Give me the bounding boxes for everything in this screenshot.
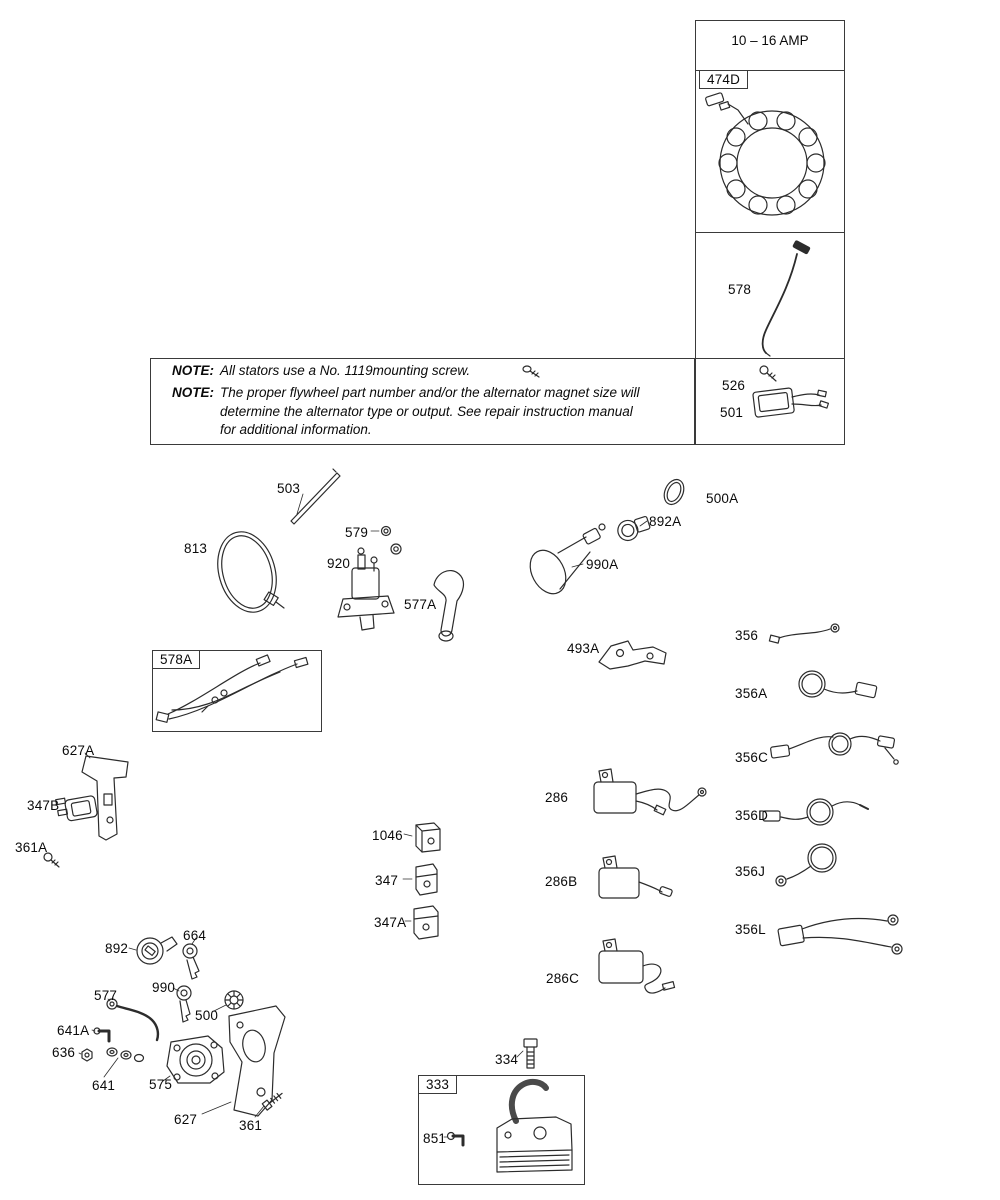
part-label-347b: 347B [27, 798, 60, 813]
part-label-334: 334 [495, 1052, 519, 1067]
part-label-500a: 500A [706, 491, 739, 506]
part-label-813: 813 [184, 541, 208, 556]
screw-361a-drawing [44, 853, 59, 867]
part-label-575: 575 [149, 1077, 173, 1092]
part-label-641: 641 [92, 1078, 116, 1093]
bracket-493a-drawing [599, 641, 666, 669]
part-label-627a: 627A [62, 743, 95, 758]
amp-rating-header: 10 – 16 AMP [731, 33, 809, 48]
part-label-500: 500 [195, 1008, 219, 1023]
part-label-920: 920 [327, 556, 351, 571]
part-label-493a: 493A [567, 641, 600, 656]
clamp-813-drawing [209, 525, 285, 619]
part-label-333-box: 333 [418, 1075, 457, 1094]
part-label-892a: 892A [649, 514, 682, 529]
note-2 [172, 384, 692, 440]
note-1-text: All stators use a No. 1119mounting screw. [220, 363, 471, 378]
screw-361-drawing [255, 1090, 285, 1117]
note-1 [172, 362, 677, 381]
wire-356c-drawing [770, 733, 898, 764]
key-664-drawing [183, 938, 199, 979]
part-label-892: 892 [105, 941, 129, 956]
part-label-347: 347 [375, 873, 399, 888]
part-label-361: 361 [239, 1118, 263, 1133]
part-label-474d: 474D [699, 70, 748, 89]
part-label-1046: 1046 [372, 828, 403, 843]
part-label-636: 636 [52, 1045, 76, 1060]
module-286-drawing [594, 769, 706, 815]
starter-575-drawing [163, 1036, 224, 1083]
part-label-286c: 286C [546, 971, 580, 986]
part-label-578a-box: 578A [152, 650, 200, 669]
part-label-356a: 356A [735, 686, 768, 701]
washers-641-drawing [104, 1048, 144, 1077]
note-2-label: NOTE: [172, 385, 214, 400]
spark-plug-boot-577a-drawing [434, 571, 463, 641]
part-label-641a: 641A [57, 1023, 90, 1038]
wire-356j-drawing [776, 844, 836, 886]
part-label-578: 578 [728, 282, 752, 297]
part-label-356d: 356D [735, 808, 769, 823]
note-2-text [220, 384, 639, 440]
wire-356-drawing [769, 624, 839, 643]
part-label-627: 627 [174, 1112, 198, 1127]
part-label-356: 356 [735, 628, 759, 643]
harness-356l-drawing [778, 915, 902, 954]
note-1-label: NOTE: [172, 363, 214, 378]
part-label-577: 577 [94, 988, 118, 1003]
fasteners-579-drawing [371, 527, 401, 555]
wire-577-drawing [107, 999, 158, 1040]
switch-347-drawing [403, 864, 437, 895]
part-label-503: 503 [277, 481, 301, 496]
part-label-286: 286 [545, 790, 569, 805]
bolt-334-drawing [517, 1039, 537, 1068]
switch-347a-drawing [405, 906, 438, 939]
key-switch-892a-drawing [615, 514, 652, 543]
part-label-361a: 361A [15, 840, 48, 855]
note-2-line-3: for additional information. [220, 422, 372, 438]
wire-356a-drawing [799, 671, 877, 698]
note-2-line-2: determine the alternator type or output. See repair instruction manual [220, 403, 633, 419]
part-label-579: 579 [345, 525, 369, 540]
stator-wire-divider [695, 232, 845, 233]
oring-500a-drawing [660, 476, 687, 507]
nut-636-drawing [79, 1049, 92, 1061]
part-label-347a: 347A [374, 915, 407, 930]
part-label-501: 501 [720, 405, 744, 420]
part-label-664: 664 [183, 928, 207, 943]
part-label-286b: 286B [545, 874, 578, 889]
part-label-526: 526 [722, 378, 746, 393]
part-label-356c: 356C [735, 750, 769, 765]
switch-1046-drawing [404, 823, 440, 852]
switch-347b-drawing [56, 795, 98, 821]
module-286b-drawing [599, 856, 673, 898]
part-label-577a: 577A [404, 597, 437, 612]
module-286c-drawing [599, 939, 675, 993]
rod-503-drawing [291, 469, 340, 524]
fitting-641a-drawing [92, 1028, 109, 1041]
wire-regulator-divider [695, 358, 845, 359]
key-990-drawing [173, 986, 191, 1022]
washer-500-drawing [214, 991, 243, 1011]
part-label-356l: 356L [735, 922, 766, 937]
part-label-356j: 356J [735, 864, 766, 879]
key-switch-892-drawing [129, 937, 177, 964]
note-2-line-1: The proper flywheel part number and/or the alternator magnet size will [220, 385, 640, 400]
wire-356d-drawing [763, 799, 868, 825]
part-label-990a: 990A [586, 557, 619, 572]
part-label-851: 851 [423, 1131, 447, 1146]
part-label-990: 990 [152, 980, 176, 995]
